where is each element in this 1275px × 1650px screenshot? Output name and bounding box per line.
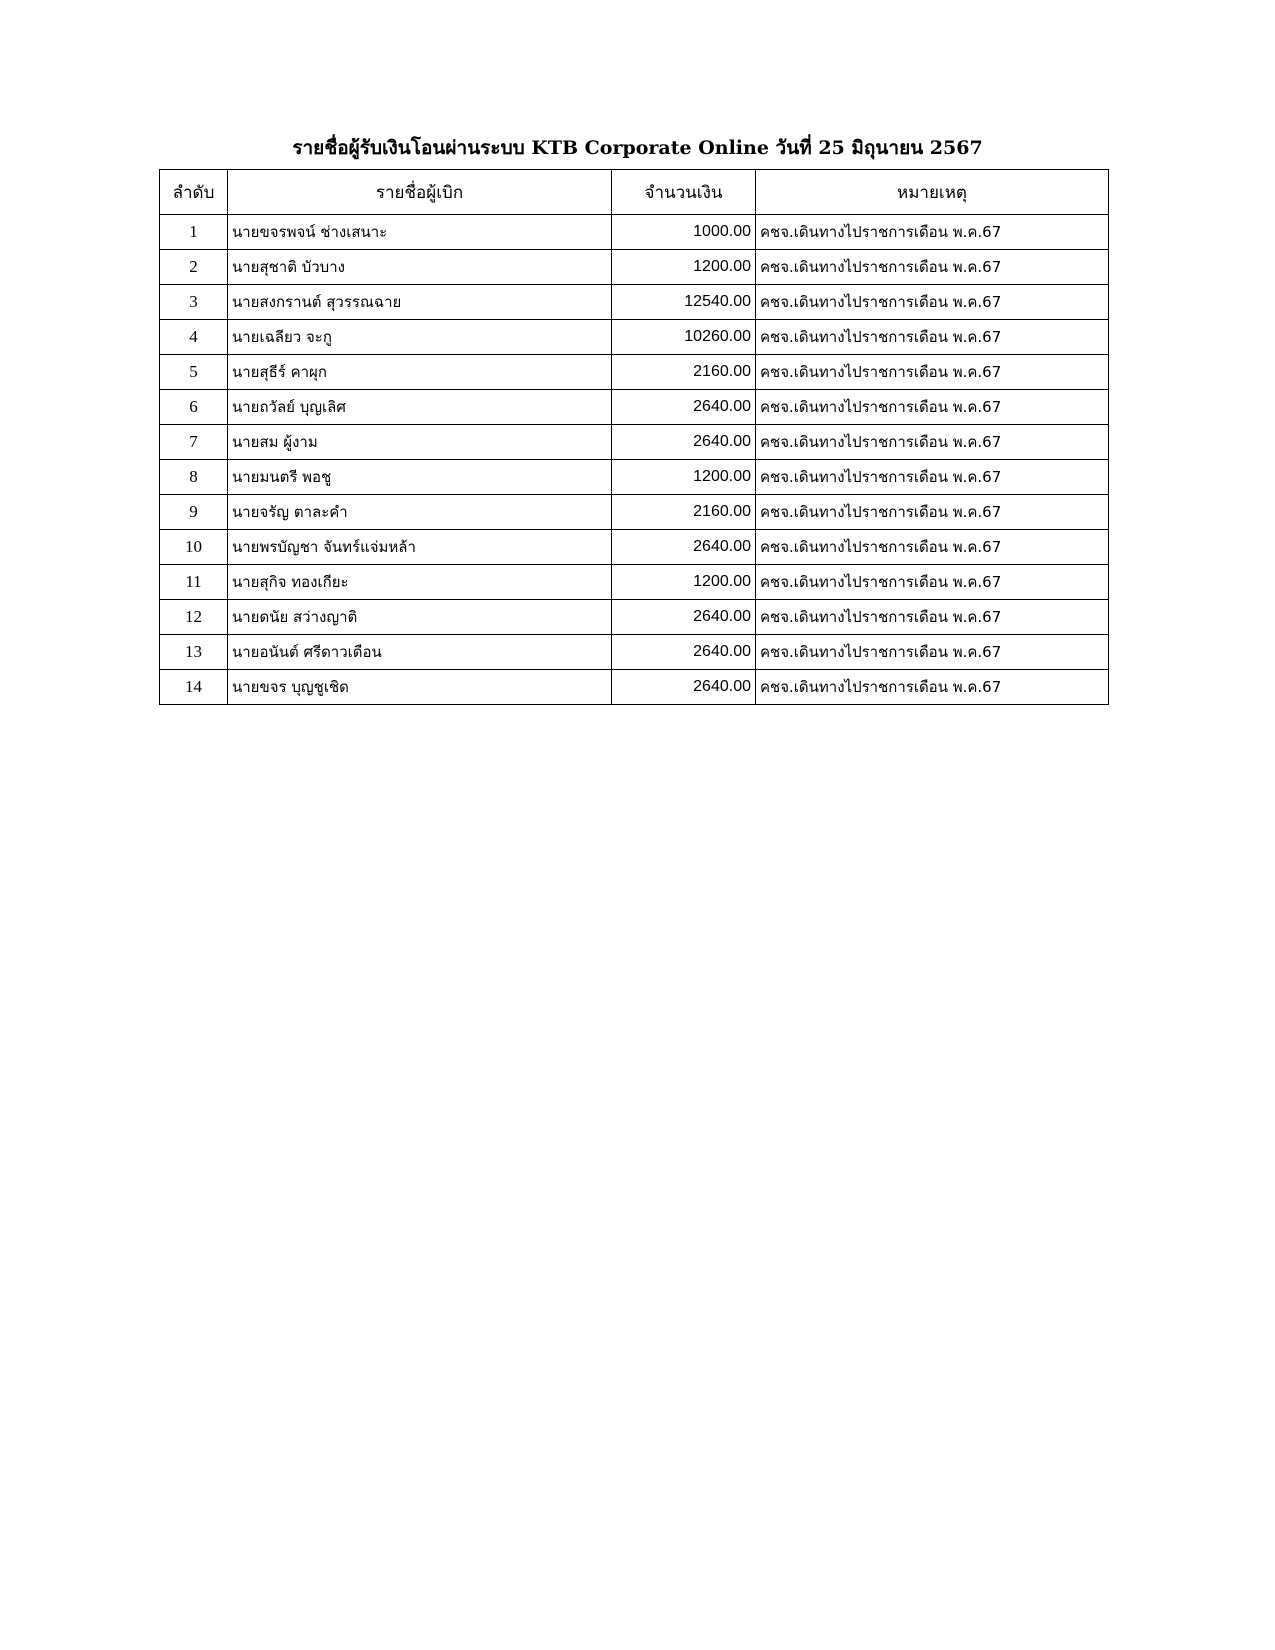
cell-name: นายอนันต์ ศรีดาวเดือน — [228, 635, 612, 670]
cell-note: คชจ.เดินทางไปราชการเดือน พ.ค.67 — [756, 600, 1109, 635]
cell-amount: 12540.00 — [612, 285, 756, 320]
cell-name: นายสุชาติ บัวบาง — [228, 250, 612, 285]
table-row — [160, 355, 1109, 390]
table-row — [160, 285, 1109, 320]
cell-amount: 1200.00 — [612, 460, 756, 495]
table-row — [160, 600, 1109, 635]
cell-note: คชจ.เดินทางไปราชการเดือน พ.ค.67 — [756, 670, 1109, 705]
table-row — [160, 425, 1109, 460]
cell-name: นายพรบัญชา จันทร์แจ่มหล้า — [228, 530, 612, 565]
cell-name: นายสุธีร์ คาผุก — [228, 355, 612, 390]
cell-seq: 11 — [160, 565, 228, 600]
table-row — [160, 495, 1109, 530]
table-row — [160, 390, 1109, 425]
cell-note: คชจ.เดินทางไปราชการเดือน พ.ค.67 — [756, 565, 1109, 600]
cell-name: นายขจรพจน์ ช่างเสนาะ — [228, 215, 612, 250]
table-row — [160, 460, 1109, 495]
cell-name: นายมนตรี พอชู — [228, 460, 612, 495]
cell-name: นายเฉลียว จะกู — [228, 320, 612, 355]
cell-note: คชจ.เดินทางไปราชการเดือน พ.ค.67 — [756, 285, 1109, 320]
cell-seq: 1 — [160, 215, 228, 250]
cell-note: คชจ.เดินทางไปราชการเดือน พ.ค.67 — [756, 320, 1109, 355]
cell-seq: 12 — [160, 600, 228, 635]
cell-amount: 2640.00 — [612, 530, 756, 565]
cell-seq: 2 — [160, 250, 228, 285]
cell-amount: 2640.00 — [612, 635, 756, 670]
cell-seq: 7 — [160, 425, 228, 460]
cell-amount: 2640.00 — [612, 600, 756, 635]
transfer-table — [159, 169, 1109, 705]
cell-note: คชจ.เดินทางไปราชการเดือน พ.ค.67 — [756, 635, 1109, 670]
cell-name: นายขจร บุญชูเชิด — [228, 670, 612, 705]
cell-name: นายดนัย สว่างญาติ — [228, 600, 612, 635]
header-name: รายชื่อผู้เบิก — [228, 170, 612, 215]
cell-note: คชจ.เดินทางไปราชการเดือน พ.ค.67 — [756, 425, 1109, 460]
table-row — [160, 215, 1109, 250]
cell-name: นายสุกิจ ทองเกียะ — [228, 565, 612, 600]
cell-seq: 8 — [160, 460, 228, 495]
cell-note: คชจ.เดินทางไปราชการเดือน พ.ค.67 — [756, 460, 1109, 495]
cell-note: คชจ.เดินทางไปราชการเดือน พ.ค.67 — [756, 530, 1109, 565]
page-title: รายชื่อผู้รับเงินโอนผ่านระบบ KTB Corporate Online วันที่ 25 มิถุนายน 2567 — [292, 137, 983, 159]
cell-name: นายสม ผู้งาม — [228, 425, 612, 460]
cell-note: คชจ.เดินทางไปราชการเดือน พ.ค.67 — [756, 495, 1109, 530]
table-row — [160, 670, 1109, 705]
cell-amount: 2160.00 — [612, 355, 756, 390]
cell-seq: 4 — [160, 320, 228, 355]
table-row — [160, 635, 1109, 670]
table-row — [160, 250, 1109, 285]
cell-seq: 3 — [160, 285, 228, 320]
cell-seq: 9 — [160, 495, 228, 530]
cell-amount: 2640.00 — [612, 390, 756, 425]
cell-note: คชจ.เดินทางไปราชการเดือน พ.ค.67 — [756, 390, 1109, 425]
table-row — [160, 320, 1109, 355]
cell-name: นายจรัญ ตาละคำ — [228, 495, 612, 530]
table-body — [160, 215, 1109, 705]
cell-amount: 2160.00 — [612, 495, 756, 530]
table-row — [160, 565, 1109, 600]
cell-note: คชจ.เดินทางไปราชการเดือน พ.ค.67 — [756, 215, 1109, 250]
cell-seq: 5 — [160, 355, 228, 390]
cell-note: คชจ.เดินทางไปราชการเดือน พ.ค.67 — [756, 355, 1109, 390]
cell-seq: 14 — [160, 670, 228, 705]
header-seq: ลำดับ — [160, 170, 228, 215]
cell-amount: 1000.00 — [612, 215, 756, 250]
table-header-row — [160, 170, 1109, 215]
cell-name: นายสงกรานต์ สุวรรณฉาย — [228, 285, 612, 320]
cell-amount: 2640.00 — [612, 670, 756, 705]
header-amount: จำนวนเงิน — [612, 170, 756, 215]
cell-seq: 10 — [160, 530, 228, 565]
table-row — [160, 530, 1109, 565]
cell-amount: 1200.00 — [612, 250, 756, 285]
cell-seq: 6 — [160, 390, 228, 425]
cell-amount: 10260.00 — [612, 320, 756, 355]
cell-amount: 2640.00 — [612, 425, 756, 460]
cell-seq: 13 — [160, 635, 228, 670]
cell-note: คชจ.เดินทางไปราชการเดือน พ.ค.67 — [756, 250, 1109, 285]
cell-amount: 1200.00 — [612, 565, 756, 600]
header-note: หมายเหตุ — [756, 170, 1109, 215]
cell-name: นายถวัลย์ บุญเลิศ — [228, 390, 612, 425]
